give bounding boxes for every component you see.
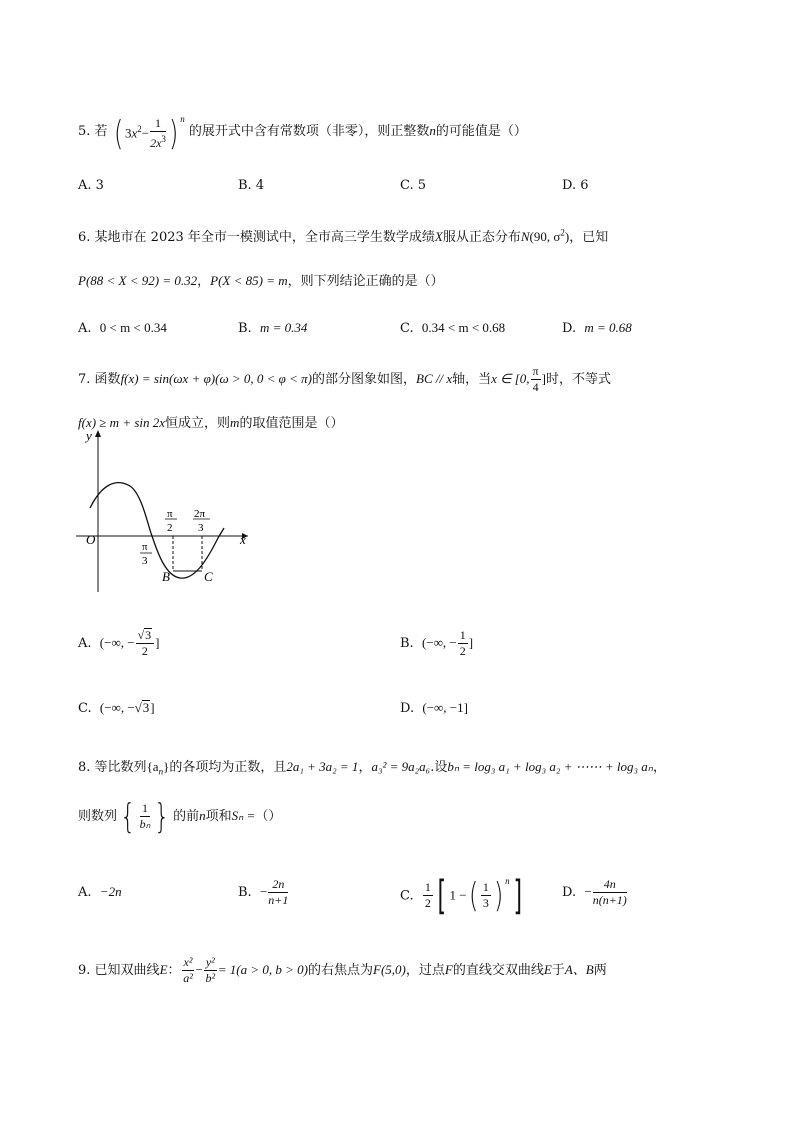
q6-option-b[interactable]: B. m = 0.34 <box>238 320 308 336</box>
q7-option-c[interactable]: C. (−∞, −√3] <box>78 700 155 716</box>
q6-stem-line2: P(88 < X < 92) = 0.32，P(X < 85) = m，则下列结论正确的是（） <box>78 273 444 289</box>
graph-origin-label: O <box>86 532 96 547</box>
sine-curve <box>90 483 224 578</box>
q8-option-b[interactable]: B. − $\frac{2n}{n+1}$ <box>238 877 289 907</box>
point-c-label: C <box>204 569 213 584</box>
tick-2pi3-num: 2π <box>194 508 206 520</box>
tick-pi3-den: 3 <box>142 555 148 567</box>
q8-stem-line1: 8. 等比数列$\{a_n\}$的各项均为正数，且2a₁ + 3a₂ = 1，a₃² = 9a₂a₆.设bₙ = log₃ a₁ + log₃ a₂ + ⋯⋯ + log₃ aₙ， <box>78 759 666 777</box>
q7-stem-line1: 7. 函数f(x) = sin(ωx + φ)(ω > 0, 0 < φ < π)的部分图象如图，BC // x轴，当x ∈ [0, $\frac{\pi}{4}$ ]时，不等式 <box>78 364 611 394</box>
q7-sine-graph <box>76 426 256 596</box>
q6-option-c[interactable]: C. 0.34 < m < 0.68 <box>400 320 506 336</box>
y-axis-arrow <box>95 430 101 437</box>
q6-stem-line1: 6. 某地市在 2023 年全市一模测试中，全市高三学生数学成绩X服从正态分布N(90, $\sigma^2$)，已知 <box>78 227 609 245</box>
q5-option-c[interactable]: C. 5 <box>400 178 427 193</box>
q8-option-d[interactable]: D. − $\frac{4n}{n(n+1)}$ <box>562 877 627 907</box>
q8-option-a[interactable]: A. −2n <box>78 884 122 900</box>
q7-option-b[interactable]: B. (−∞, − $\frac{1}{2}$ ] <box>400 628 474 658</box>
q5-fraction: $\frac{1}{2x^3}$ <box>150 116 166 151</box>
tick-2pi3-den: 3 <box>198 522 204 534</box>
q7-stem-line2: f(x) ≥ m + sin 2x恒成立，则m的取值范围是（） <box>78 415 344 431</box>
q9-stem-line1: 9. 已知双曲线E： $\frac{\text{x²}}{\text{a²}}$ − $\frac{\text{y²}}{\text{b²}}$ = 1(a > 0, b > 0)的右焦点为F(5,0)，过点F的直线交双曲线E于A、B两 <box>78 955 607 985</box>
q7-option-a[interactable]: A. (−∞, − $\frac{√3}{2}$ ] <box>78 628 160 658</box>
tick-pi2-num: π <box>167 508 173 520</box>
q9-number: 9. <box>78 963 91 978</box>
q7-option-d[interactable]: D. (−∞, −1] <box>400 700 468 716</box>
q8-stem-line2: 则数列{ $\frac{1}{\text{bₙ}}$ } 的前n项和Sₙ =（） <box>78 796 282 837</box>
q6-number: 6. <box>78 230 91 245</box>
q5-option-d[interactable]: D. 6 <box>562 178 589 193</box>
q5-stem: 5. 若 ( $3x^2-$ $\frac{1}{2x^3}$ ) $^n$ 的展开式中含有常数项（非零），则正整数n的可能值是（） <box>78 113 527 154</box>
q8-number: 8. <box>78 760 91 775</box>
q5-option-a[interactable]: A. 3 <box>78 178 104 193</box>
q8-option-c[interactable]: C. $\frac{1}{2}$ [ 1 −( $\frac{1}{3}$ ) $^n$] <box>400 872 522 919</box>
q6-option-d[interactable]: D. m = 0.68 <box>562 320 632 336</box>
q6-option-a[interactable]: A. 0 < m < 0.34 <box>78 320 167 336</box>
q5-number: 5. <box>78 124 91 140</box>
q5-option-b[interactable]: B. 4 <box>238 178 265 193</box>
graph-x-label: x <box>240 532 246 547</box>
tick-pi3-num: π <box>142 541 148 553</box>
q7-number: 7. <box>78 372 91 387</box>
q7-graph-svg <box>76 426 256 596</box>
q5-binomial: ( $3x^2-$ $\frac{1}{2x^3}$ ) $^n$ <box>113 113 185 154</box>
tick-pi2-den: 2 <box>167 522 173 534</box>
point-b-label: B <box>162 569 170 584</box>
graph-y-label: y <box>86 428 92 443</box>
